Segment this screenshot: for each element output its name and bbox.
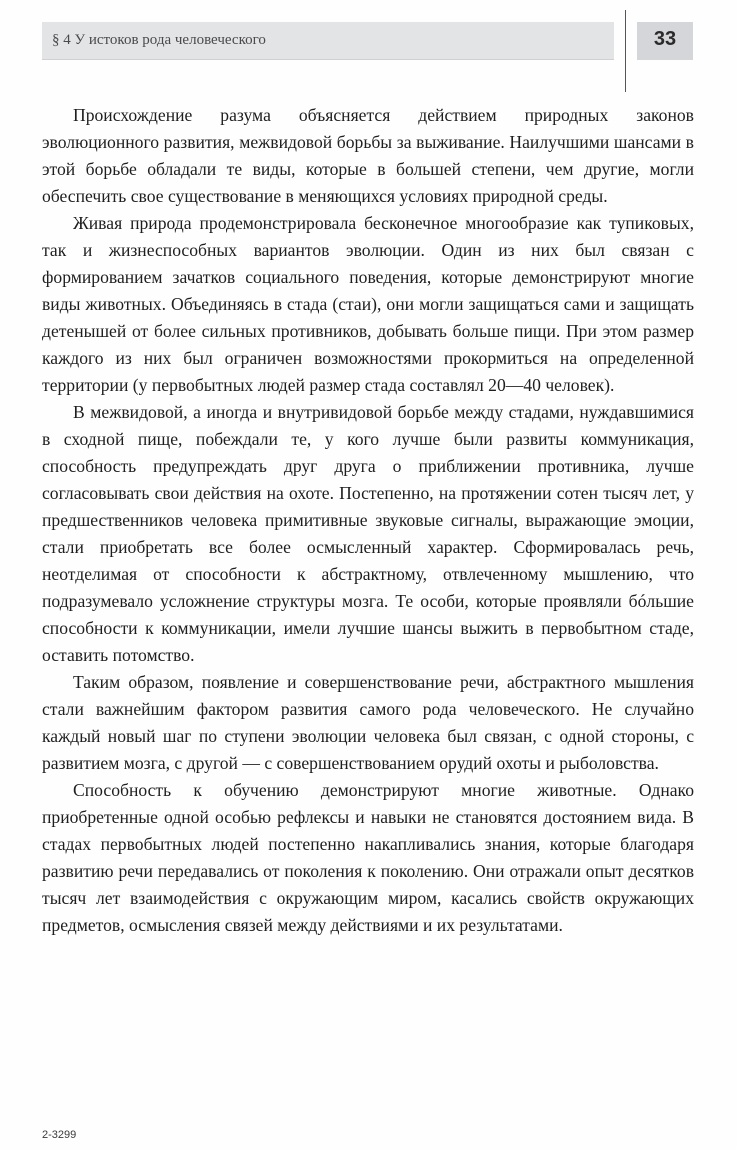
running-header	[42, 22, 614, 60]
page-number-box	[637, 22, 693, 60]
paragraph: Способность к обучению демонстрируют многие животные. Однако приобретенные одной особью рефлексы и навыки не становятся достоянием вида. В стадах первобытных людей постепенно накапливались знания, которые благодаря развитию речи передавались от поколения к поколению. Они отражали опыт десятков тысяч лет взаимодействия с окружающим миром, касались свойств окружающих предметов, осмысления связей между действиями и их результатами.	[42, 780, 694, 935]
paragraph: В межвидовой, а иногда и внутривидовой борьбе между стадами, нуждавшимися в сходной пище, побеждали те, у кого лучше были развиты коммуникация, способность предупреждать друг друга о приближении противника, лучше согласовывать свои действия на охоте. Постепенно, на протяжении сотен тысяч лет, у предшественников человека примитивные звуковые сигналы, выражающие эмоции, стали приобретать все более осмысленный характер. Сформировалась речь, неотделимая от способности к абстрактному, отвлеченному мышлению, что подразумевало усложнение структуры мозга. Те особи, которые проявляли бóльшие способности к коммуникации, имели лучшие шансы выжить в первобытном стаде, оставить потомство.	[42, 402, 694, 665]
paragraph: Живая природа продемонстрировала бесконечное многообразие как тупиковых, так и жизнеспособных вариантов эволюции. Один из них был связан с формированием зачатков социального поведения, которые демонстрируют многие виды животных. Объединяясь в стада (стаи), они могли защищаться сами и защищать детенышей от более сильных противников, добывать больше пищи. При этом размер каждого из них был ограничен возможностями прокормиться на определенной территории (у первобытных людей размер стада составлял 20—40 человек).	[42, 213, 694, 395]
paragraph: Происхождение разума объясняется действием природных законов эволюционного развития, межвидовой борьбы за выживание. Наилучшими шансами в этой борьбе обладали те виды, которые в большей степени, чем другие, могли обеспечить свое существование в меняющихся условиях природной среды.	[42, 105, 694, 206]
body-text	[42, 102, 694, 939]
page-number: 33	[653, 28, 677, 50]
section-title: § 4 У истоков рода человеческого	[52, 32, 266, 48]
header-divider	[625, 10, 626, 92]
paragraph: Таким образом, появление и совершенствование речи, абстрактного мышления стали важнейшим фактором развития самого рода человеческого. Не случайно каждый новый шаг по ступени эволюции человека был связан, с одной стороны, с развитием мозга, с другой — с совершенствованием орудий охоты и рыболовства.	[42, 672, 694, 773]
signature-mark: 2-3299	[42, 1129, 77, 1141]
